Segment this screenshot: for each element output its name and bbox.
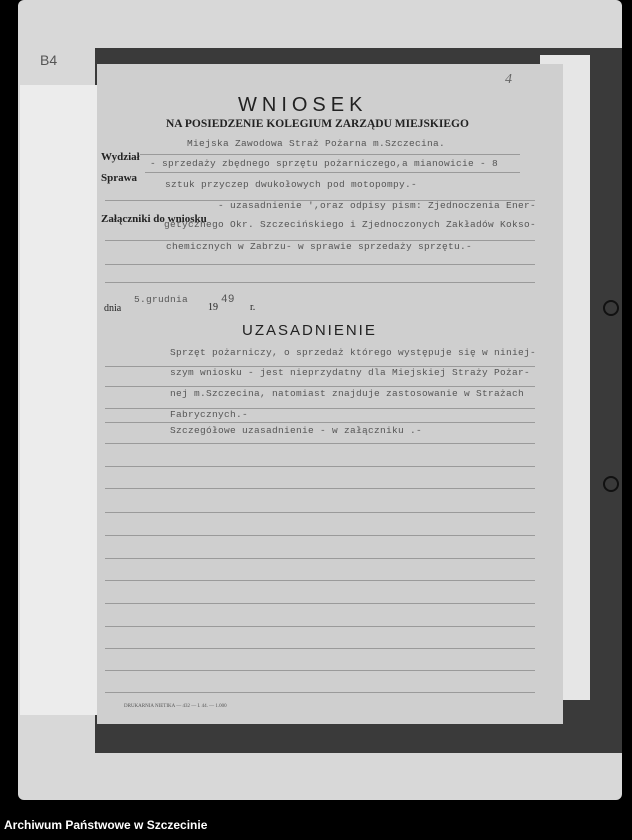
ruled-line xyxy=(105,648,535,649)
ruled-line xyxy=(105,512,535,513)
sprawa-line: - sprzedaży zbędnego sprzętu pożarniczego,a mianowicie - 8 xyxy=(150,158,499,169)
zalaczniki-line: - uzasadnienie ',oraz odpisy pism: Zjednoczenia Ener- xyxy=(218,200,537,211)
ruled-line xyxy=(105,282,535,283)
uzasadnienie-line: szym wniosku - jest nieprzydatny dla Miejskiej Straży Pożar- xyxy=(170,367,531,378)
binder-hole xyxy=(603,300,619,316)
date-label: dnia xyxy=(104,303,122,314)
sprawa-line: sztuk przyczep dwukołowych pod motopompy.- xyxy=(165,179,418,190)
wydzial-label: Wydział xyxy=(101,151,140,163)
ruled-line xyxy=(105,466,535,467)
uzasadnienie-line: Sprzęt pożarniczy, o sprzedaż którego występuje się w niniej- xyxy=(170,347,537,358)
form-title: WNIOSEK xyxy=(238,94,368,116)
corner-mark: B4 xyxy=(40,52,58,68)
ruled-line xyxy=(145,172,520,173)
date-value: 5.grudnia xyxy=(134,294,189,305)
ruled-line xyxy=(105,558,535,559)
ruled-line xyxy=(105,535,535,536)
ruled-line xyxy=(105,386,535,387)
ruled-line xyxy=(105,422,535,423)
year-r: r. xyxy=(250,302,256,313)
ruled-line xyxy=(105,264,535,265)
uzasadnienie-line: Fabrycznych.- xyxy=(170,409,249,420)
archive-credit: Archiwum Państwowe w Szczecinie xyxy=(4,818,208,832)
ruled-line xyxy=(140,154,520,155)
uzasadnienie-line: nej m.Szczecina, natomiast znajduje zastosowanie w Strażach xyxy=(170,388,525,399)
binder-hole xyxy=(603,476,619,492)
page-number: 4 xyxy=(505,72,512,87)
year-prefix: 19 xyxy=(208,302,218,313)
ruled-line xyxy=(105,488,535,489)
ruled-line xyxy=(105,580,535,581)
ruled-line xyxy=(105,626,535,627)
printer-note: DRUKARNIA NIETIKA — 432 — I. 44. — 1.000 xyxy=(124,704,227,709)
zalaczniki-line: getycznego Okr. Szczecińskiego i Zjednoczonych Zakładów Kokso- xyxy=(164,219,537,230)
uzasadnienie-line: Szczegółowe uzasadnienie - w załączniku .- xyxy=(170,425,423,436)
ruled-line xyxy=(105,443,535,444)
year-suffix: 49 xyxy=(221,294,235,306)
wydzial-value: Miejska Zawodowa Straż Pożarna m.Szczecina. xyxy=(187,138,446,149)
ruled-line xyxy=(105,603,535,604)
sprawa-label: Sprawa xyxy=(101,172,138,184)
zalaczniki-label: Załączniki do wniosku xyxy=(101,213,207,225)
zalaczniki-line: chemicznych w Zabrzu- w sprawie sprzedaży sprzętu.- xyxy=(166,241,473,252)
ruled-line xyxy=(105,670,535,671)
ruled-line xyxy=(105,692,535,693)
uzasadnienie-title: UZASADNIENIE xyxy=(242,322,377,339)
form-subtitle: NA POSIEDZENIE KOLEGIUM ZARZĄDU MIEJSKIEGO xyxy=(166,118,469,130)
